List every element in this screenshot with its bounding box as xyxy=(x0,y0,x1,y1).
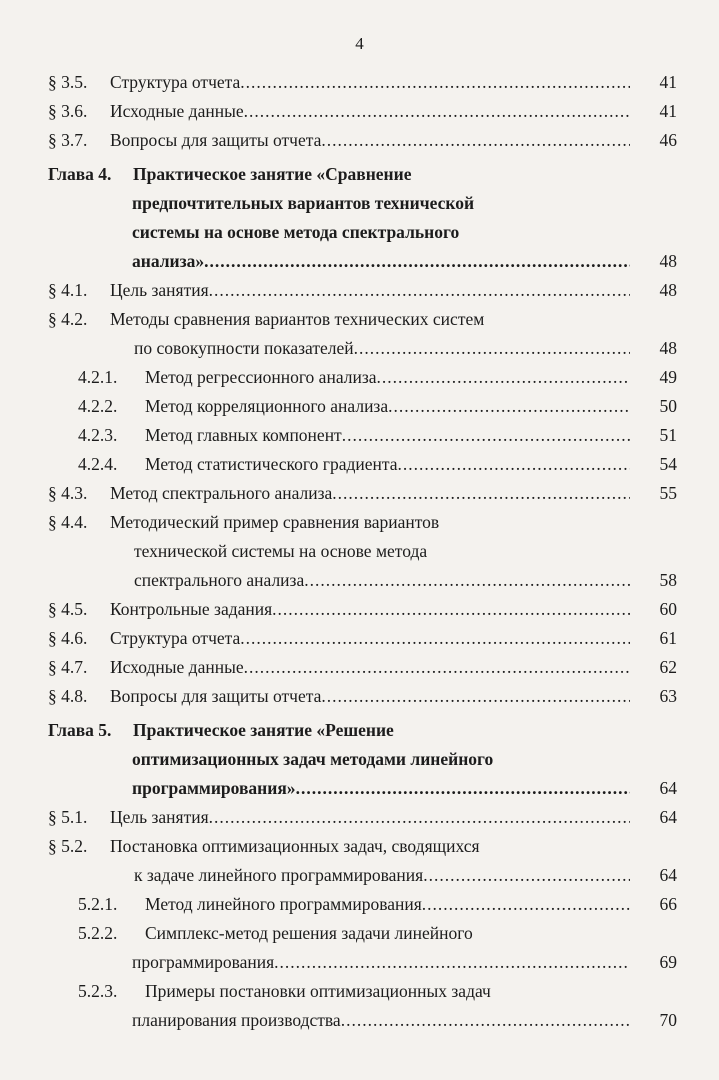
toc-page-number: 64 xyxy=(659,865,677,885)
toc-title xyxy=(145,450,630,479)
toc-row xyxy=(0,1006,719,1035)
toc-row xyxy=(0,334,719,363)
toc-title-text: Вопросы для защиты отчета xyxy=(110,686,322,706)
toc-row xyxy=(0,305,719,334)
leader-dots xyxy=(321,126,630,155)
toc-row xyxy=(0,189,719,218)
toc-page-number: 64 xyxy=(659,807,677,827)
toc-row xyxy=(0,861,719,890)
toc-title-text: Исходные данные xyxy=(110,657,244,677)
toc-title xyxy=(133,160,411,189)
toc-title xyxy=(132,218,459,247)
toc-row xyxy=(0,68,719,97)
toc-number: § 4.5. xyxy=(48,599,88,619)
leader-dots xyxy=(296,774,630,803)
toc-title xyxy=(110,68,630,97)
toc-title xyxy=(132,1006,630,1035)
toc-number: 5.2.1. xyxy=(78,894,118,914)
toc-page-number: 63 xyxy=(659,686,677,706)
toc-page-number: 55 xyxy=(659,483,677,503)
toc-row xyxy=(0,948,719,977)
toc-number: 5.2.3. xyxy=(78,981,118,1001)
toc-title xyxy=(110,832,480,861)
toc-title xyxy=(132,189,474,218)
toc-title xyxy=(145,421,630,450)
toc-number: Глава 5. xyxy=(48,720,112,740)
leader-dots xyxy=(377,363,630,392)
toc-page-number: 48 xyxy=(659,251,677,271)
table-of-contents xyxy=(0,68,719,1035)
toc-title xyxy=(145,890,630,919)
leader-dots xyxy=(244,653,630,682)
toc-title-text: к задаче линейного программирования xyxy=(134,865,424,885)
toc-title-text: Практическое занятие «Сравнение xyxy=(133,164,412,184)
toc-title-text: Примеры постановки оптимизационных задач xyxy=(145,981,491,1001)
toc-title xyxy=(110,682,630,711)
toc-number: § 3.7. xyxy=(48,130,88,150)
page-number: 4 xyxy=(355,34,364,53)
toc-title-text: Метод корреляционного анализа xyxy=(145,396,389,416)
toc-title xyxy=(134,861,630,890)
toc-row xyxy=(0,392,719,421)
toc-title-text: Вопросы для защиты отчета xyxy=(110,130,322,150)
leader-dots xyxy=(398,450,630,479)
leader-dots xyxy=(240,68,630,97)
toc-row xyxy=(0,97,719,126)
toc-title xyxy=(110,276,630,305)
toc-row xyxy=(0,745,719,774)
toc-title xyxy=(110,803,630,832)
toc-row xyxy=(0,890,719,919)
toc-title xyxy=(110,653,630,682)
toc-page-number: 51 xyxy=(659,425,677,445)
toc-title-text: анализа» xyxy=(132,251,205,271)
toc-title xyxy=(145,392,630,421)
toc-title-text: Симплекс-метод решения задачи линейного xyxy=(145,923,473,943)
toc-title-text: программирования» xyxy=(132,778,296,798)
toc-page-number: 41 xyxy=(659,101,677,121)
toc-number: § 4.7. xyxy=(48,657,88,677)
toc-number: § 4.6. xyxy=(48,628,88,648)
toc-row xyxy=(0,537,719,566)
toc-row xyxy=(0,653,719,682)
toc-number: 4.2.3. xyxy=(78,425,118,445)
toc-title xyxy=(110,479,630,508)
toc-title-text: оптимизационных задач методами линейного xyxy=(132,749,494,769)
toc-title-text: Цель занятия xyxy=(110,807,209,827)
toc-number: § 4.1. xyxy=(48,280,88,300)
leader-dots xyxy=(240,624,630,653)
toc-title xyxy=(132,745,493,774)
toc-row xyxy=(0,682,719,711)
toc-title xyxy=(110,305,484,334)
leader-dots xyxy=(423,861,630,890)
toc-row xyxy=(0,832,719,861)
toc-title xyxy=(110,508,439,537)
toc-page-number: 54 xyxy=(659,454,677,474)
toc-title-text: по совокупности показателей xyxy=(134,338,354,358)
toc-title xyxy=(145,363,630,392)
toc-number: 4.2.1. xyxy=(78,367,118,387)
toc-page-number: 41 xyxy=(659,72,677,92)
toc-title xyxy=(134,566,630,595)
toc-row xyxy=(0,479,719,508)
toc-title-text: Методический пример сравнения вариантов xyxy=(110,512,440,532)
toc-title xyxy=(134,334,630,363)
toc-row xyxy=(0,160,719,189)
toc-number: § 4.2. xyxy=(48,309,88,329)
toc-title-text: Контрольные задания xyxy=(110,599,273,619)
toc-row xyxy=(0,919,719,948)
toc-title-text: Структура отчета xyxy=(110,628,241,648)
toc-title-text: Метод главных компонент xyxy=(145,425,342,445)
toc-title-text: Цель занятия xyxy=(110,280,209,300)
toc-title-text: Структура отчета xyxy=(110,72,241,92)
toc-row xyxy=(0,450,719,479)
toc-row xyxy=(0,595,719,624)
toc-number: § 3.6. xyxy=(48,101,88,121)
leader-dots xyxy=(321,682,630,711)
toc-title-text: технической системы на основе метода xyxy=(134,541,428,561)
leader-dots xyxy=(244,97,630,126)
toc-row xyxy=(0,508,719,537)
leader-dots xyxy=(422,890,630,919)
toc-page-number: 49 xyxy=(659,367,677,387)
toc-title xyxy=(132,247,630,276)
toc-title xyxy=(110,126,630,155)
toc-page-number: 58 xyxy=(659,570,677,590)
toc-page-number: 60 xyxy=(659,599,677,619)
toc-page-number: 66 xyxy=(659,894,677,914)
toc-row xyxy=(0,421,719,450)
toc-title xyxy=(132,774,630,803)
toc-title-text: Методы сравнения вариантов технических систем xyxy=(110,309,485,329)
toc-title-text: спектрального анализа xyxy=(134,570,305,590)
leader-dots xyxy=(354,334,630,363)
leader-dots xyxy=(304,566,630,595)
toc-page-number: 46 xyxy=(659,130,677,150)
toc-title-text: Практическое занятие «Решение xyxy=(133,720,394,740)
toc-title xyxy=(145,919,473,948)
toc-number: § 4.3. xyxy=(48,483,88,503)
toc-row xyxy=(0,247,719,276)
toc-title xyxy=(134,537,427,566)
toc-row xyxy=(0,803,719,832)
toc-title-text: системы на основе метода спектрального xyxy=(132,222,460,242)
toc-title-text: Исходные данные xyxy=(110,101,244,121)
toc-row xyxy=(0,276,719,305)
toc-number: Глава 4. xyxy=(48,164,112,184)
toc-number: § 3.5. xyxy=(48,72,88,92)
toc-title-text: программирования xyxy=(132,952,275,972)
toc-title xyxy=(110,595,630,624)
toc-page-number: 69 xyxy=(659,952,677,972)
toc-row xyxy=(0,624,719,653)
toc-row xyxy=(0,716,719,745)
toc-title-text: Постановка оптимизационных задач, сводящихся xyxy=(110,836,480,856)
toc-page-number: 62 xyxy=(659,657,677,677)
leader-dots xyxy=(204,247,630,276)
toc-page-number: 48 xyxy=(659,338,677,358)
toc-title-text: Метод линейного программирования xyxy=(145,894,422,914)
toc-title-text: предпочтительных вариантов технической xyxy=(132,193,475,213)
toc-title-text: планирования производства xyxy=(132,1010,341,1030)
toc-row xyxy=(0,774,719,803)
toc-number: § 4.4. xyxy=(48,512,88,532)
toc-page-number: 61 xyxy=(659,628,677,648)
toc-number: 4.2.4. xyxy=(78,454,118,474)
toc-title xyxy=(110,624,630,653)
toc-row xyxy=(0,566,719,595)
leader-dots xyxy=(209,803,630,832)
toc-row xyxy=(0,977,719,1006)
toc-page-number: 48 xyxy=(659,280,677,300)
toc-title xyxy=(110,97,630,126)
toc-number: 5.2.2. xyxy=(78,923,118,943)
leader-dots xyxy=(274,948,630,977)
toc-title-text: Метод спектрального анализа xyxy=(110,483,333,503)
toc-row xyxy=(0,218,719,247)
toc-row xyxy=(0,363,719,392)
toc-title xyxy=(145,977,491,1006)
leader-dots xyxy=(332,479,630,508)
toc-title-text: Метод регрессионного анализа xyxy=(145,367,377,387)
toc-title xyxy=(133,716,394,745)
leader-dots xyxy=(272,595,630,624)
toc-page-number: 70 xyxy=(659,1010,677,1030)
leader-dots xyxy=(342,421,630,450)
toc-page-number: 64 xyxy=(659,778,677,798)
toc-number: 4.2.2. xyxy=(78,396,118,416)
toc-number: § 5.1. xyxy=(48,807,88,827)
toc-number: § 4.8. xyxy=(48,686,88,706)
toc-number: § 5.2. xyxy=(48,836,88,856)
leader-dots xyxy=(388,392,630,421)
leader-dots xyxy=(209,276,630,305)
toc-row xyxy=(0,126,719,155)
leader-dots xyxy=(341,1006,630,1035)
toc-title-text: Метод статистического градиента xyxy=(145,454,398,474)
toc-page-number: 50 xyxy=(659,396,677,416)
toc-title xyxy=(132,948,630,977)
